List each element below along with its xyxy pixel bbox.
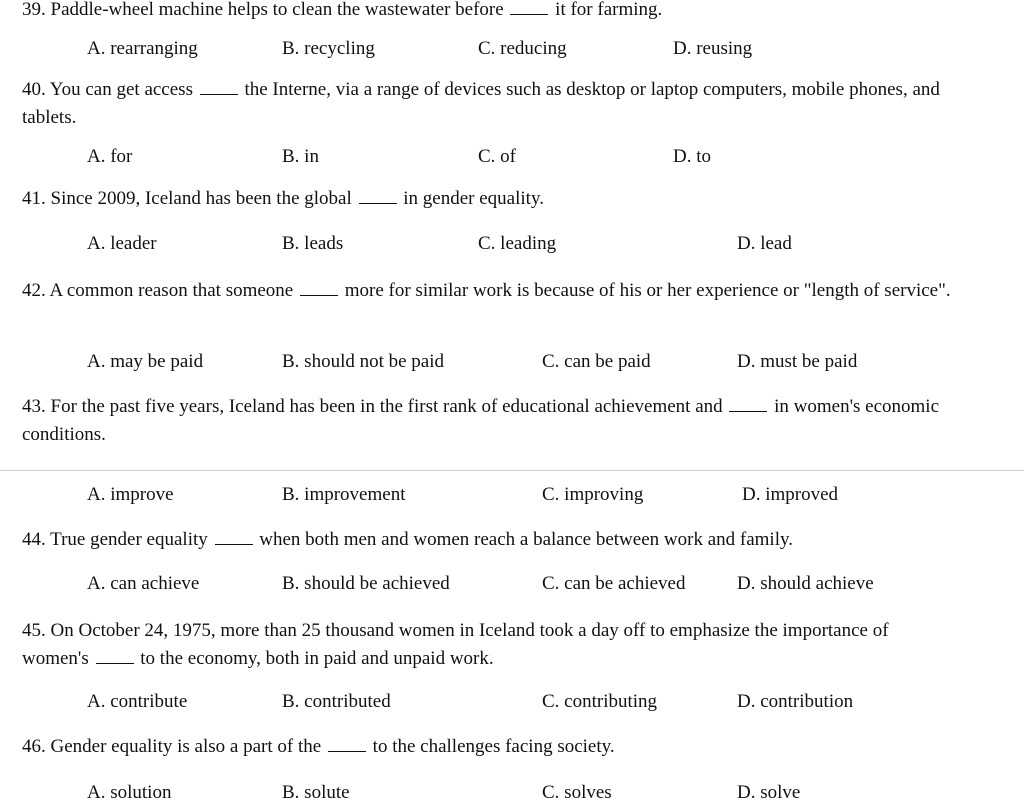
question-40-option-d[interactable]: D. to — [673, 146, 711, 167]
question-44 — [22, 526, 997, 554]
question-40-stem-after: the Interne, via a range of devices such as desktop or laptop computers, mobile phones, and tablets. — [22, 79, 940, 128]
question-39-option-a[interactable]: A. rearranging — [87, 38, 198, 59]
question-42 — [22, 277, 997, 305]
question-39-stem-after: it for farming. — [555, 0, 663, 20]
question-41-option-c[interactable]: C. leading — [478, 233, 557, 254]
question-44-option-c[interactable]: C. can be achieved — [542, 573, 686, 594]
question-44-stem-after: when both men and women reach a balance between work and family. — [259, 529, 793, 550]
question-43 — [22, 393, 997, 449]
question-44-option-a[interactable]: A. can achieve — [87, 573, 200, 594]
question-39-option-c[interactable]: C. reducing — [478, 38, 567, 59]
question-44-stem-before: 44. True gender equality — [22, 529, 208, 550]
question-44-blank — [215, 529, 253, 545]
question-46-stem-after: to the challenges facing society. — [372, 736, 615, 757]
question-42-option-c[interactable]: C. can be paid — [542, 351, 651, 372]
question-40-blank — [200, 79, 238, 95]
question-39-stem-before: 39. Paddle-wheel machine helps to clean the wastewater before — [22, 0, 504, 20]
question-39 — [22, 0, 997, 24]
question-41 — [22, 185, 997, 213]
question-45-option-a[interactable]: A. contribute — [87, 691, 188, 712]
question-40-option-c[interactable]: C. of — [478, 146, 516, 167]
question-43-blank — [729, 396, 767, 412]
question-41-option-d[interactable]: D. lead — [737, 233, 792, 254]
page-divider — [0, 470, 1024, 471]
question-44-option-d[interactable]: D. should achieve — [737, 573, 874, 594]
question-42-option-a[interactable]: A. may be paid — [87, 351, 204, 372]
question-43-option-a[interactable]: A. improve — [87, 484, 174, 505]
question-45-option-d[interactable]: D. contribution — [737, 691, 854, 712]
question-41-stem-before: 41. Since 2009, Iceland has been the global — [22, 188, 352, 209]
question-42-option-b[interactable]: B. should not be paid — [282, 351, 445, 372]
question-45-option-b[interactable]: B. contributed — [282, 691, 391, 712]
question-46-option-d[interactable]: D. solve — [737, 782, 801, 803]
question-46-option-c[interactable]: C. solves — [542, 782, 612, 803]
question-39-option-d[interactable]: D. reusing — [673, 38, 753, 59]
question-43-option-b[interactable]: B. improvement — [282, 484, 406, 505]
question-39-option-b[interactable]: B. recycling — [282, 38, 375, 59]
question-43-option-c[interactable]: C. improving — [542, 484, 644, 505]
question-41-blank — [359, 188, 397, 204]
question-45-option-c[interactable]: C. contributing — [542, 691, 658, 712]
question-40 — [22, 76, 997, 132]
question-41-option-a[interactable]: A. leader — [87, 233, 157, 254]
question-43-stem-after: in women's economic conditions. — [22, 396, 940, 445]
question-39-blank — [510, 0, 548, 15]
question-43-option-d[interactable]: D. improved — [742, 484, 839, 505]
question-46-blank — [328, 736, 366, 752]
question-41-option-b[interactable]: B. leads — [282, 233, 344, 254]
question-46 — [22, 733, 997, 761]
question-46-option-b[interactable]: B. solute — [282, 782, 350, 803]
question-42-option-d[interactable]: D. must be paid — [737, 351, 858, 372]
question-44-option-b[interactable]: B. should be achieved — [282, 573, 450, 594]
question-46-option-a[interactable]: A. solution — [87, 782, 172, 803]
question-42-stem-after: more for similar work is because of his or her experience or "length of service". — [344, 280, 951, 301]
question-45 — [22, 617, 902, 673]
question-40-option-b[interactable]: B. in — [282, 146, 319, 167]
question-46-stem-before: 46. Gender equality is also a part of the — [22, 736, 322, 757]
question-40-stem-before: 40. You can get access — [22, 79, 193, 100]
question-41-stem-after: in gender equality. — [403, 188, 544, 209]
question-42-blank — [300, 280, 338, 296]
question-45-stem-before: 45. On October 24, 1975, more than 25 thousand women in Iceland took a day off to emphasize the importance of women's — [22, 620, 889, 669]
question-42-stem-before: 42. A common reason that someone — [22, 280, 294, 301]
question-45-stem-after: to the economy, both in paid and unpaid work. — [140, 648, 494, 669]
question-40-option-a[interactable]: A. for — [87, 146, 133, 167]
question-43-stem-before: 43. For the past five years, Iceland has been in the first rank of educational achievement and — [22, 396, 723, 417]
question-45-blank — [96, 648, 134, 664]
